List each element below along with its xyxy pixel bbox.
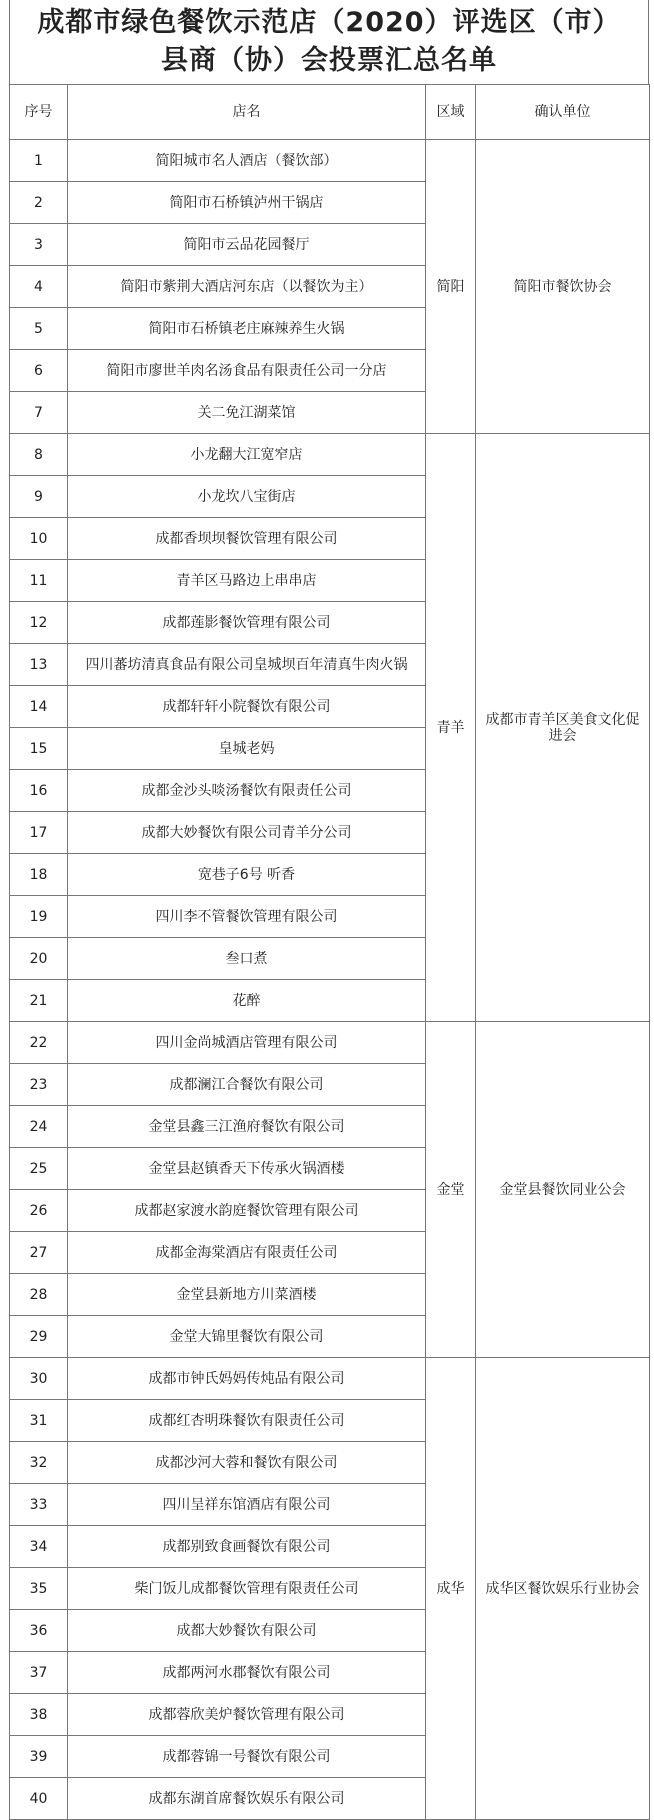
cell-shop-name: 宽巷子6号 听香 bbox=[68, 854, 426, 896]
title-line-1: 成都市绿色餐饮示范店（2020）评选区（市） bbox=[37, 7, 621, 38]
cell-region: 青羊 bbox=[426, 434, 476, 1022]
title-line-2: 县商（协）会投票汇总名单 bbox=[161, 45, 497, 76]
cell-no: 11 bbox=[10, 560, 68, 602]
document-title bbox=[9, 0, 649, 84]
cell-no: 17 bbox=[10, 812, 68, 854]
cell-no: 31 bbox=[10, 1400, 68, 1442]
cell-shop-name: 四川李不管餐饮管理有限公司 bbox=[68, 896, 426, 938]
cell-shop-name: 成都金海棠酒店有限责任公司 bbox=[68, 1232, 426, 1274]
cell-shop-name: 金堂大锦里餐饮有限公司 bbox=[68, 1316, 426, 1358]
header-row bbox=[10, 85, 650, 140]
cell-no: 22 bbox=[10, 1022, 68, 1064]
cell-shop-name: 简阳市云品花园餐厅 bbox=[68, 224, 426, 266]
cell-shop-name: 叁口煮 bbox=[68, 938, 426, 980]
cell-shop-name: 青羊区马路边上串串店 bbox=[68, 560, 426, 602]
cell-shop-name: 成都金沙头啖汤餐饮有限责任公司 bbox=[68, 770, 426, 812]
cell-shop-name: 皇城老妈 bbox=[68, 728, 426, 770]
cell-no: 40 bbox=[10, 1778, 68, 1820]
cell-no: 6 bbox=[10, 350, 68, 392]
cell-no: 4 bbox=[10, 266, 68, 308]
cell-shop-name: 成都大妙餐饮有限公司 bbox=[68, 1610, 426, 1652]
cell-no: 34 bbox=[10, 1526, 68, 1568]
cell-region: 成华 bbox=[426, 1358, 476, 1820]
cell-shop-name: 成都蓉欣美炉餐饮管理有限公司 bbox=[68, 1694, 426, 1736]
cell-shop-name: 成都莲影餐饮管理有限公司 bbox=[68, 602, 426, 644]
shop-list-table bbox=[9, 84, 650, 1820]
cell-no: 24 bbox=[10, 1106, 68, 1148]
cell-no: 16 bbox=[10, 770, 68, 812]
cell-no: 36 bbox=[10, 1610, 68, 1652]
cell-no: 2 bbox=[10, 182, 68, 224]
cell-no: 39 bbox=[10, 1736, 68, 1778]
cell-no: 1 bbox=[10, 140, 68, 182]
cell-shop-name: 简阳市石桥镇泸州干锅店 bbox=[68, 182, 426, 224]
cell-no: 33 bbox=[10, 1484, 68, 1526]
cell-no: 38 bbox=[10, 1694, 68, 1736]
cell-confirm-unit: 成华区餐饮娱乐行业协会 bbox=[476, 1358, 650, 1820]
cell-shop-name: 成都大妙餐饮有限公司青羊分公司 bbox=[68, 812, 426, 854]
cell-shop-name: 成都轩轩小院餐饮有限公司 bbox=[68, 686, 426, 728]
cell-shop-name: 柴门饭儿成都餐饮管理有限责任公司 bbox=[68, 1568, 426, 1610]
table-row bbox=[10, 434, 650, 476]
cell-shop-name: 简阳市紫荆大酒店河东店（以餐饮为主） bbox=[68, 266, 426, 308]
cell-no: 15 bbox=[10, 728, 68, 770]
cell-no: 7 bbox=[10, 392, 68, 434]
cell-shop-name: 成都东湖首席餐饮娱乐有限公司 bbox=[68, 1778, 426, 1820]
table-row bbox=[10, 1358, 650, 1400]
cell-no: 26 bbox=[10, 1190, 68, 1232]
cell-shop-name: 金堂县赵镇香天下传承火锅酒楼 bbox=[68, 1148, 426, 1190]
cell-shop-name: 四川金尚城酒店管理有限公司 bbox=[68, 1022, 426, 1064]
cell-shop-name: 成都两河水郡餐饮有限公司 bbox=[68, 1652, 426, 1694]
cell-shop-name: 成都赵家渡水韵庭餐饮管理有限公司 bbox=[68, 1190, 426, 1232]
cell-no: 19 bbox=[10, 896, 68, 938]
cell-no: 29 bbox=[10, 1316, 68, 1358]
header-region: 区域 bbox=[426, 85, 476, 140]
cell-shop-name: 小龙翻大江宽窄店 bbox=[68, 434, 426, 476]
document-page bbox=[9, 0, 649, 1817]
cell-region: 金堂 bbox=[426, 1022, 476, 1358]
cell-shop-name: 成都市钟氏妈妈传炖品有限公司 bbox=[68, 1358, 426, 1400]
cell-shop-name: 金堂县鑫三江渔府餐饮有限公司 bbox=[68, 1106, 426, 1148]
cell-no: 35 bbox=[10, 1568, 68, 1610]
cell-no: 37 bbox=[10, 1652, 68, 1694]
cell-no: 13 bbox=[10, 644, 68, 686]
cell-confirm-unit: 简阳市餐饮协会 bbox=[476, 140, 650, 434]
cell-no: 27 bbox=[10, 1232, 68, 1274]
cell-shop-name: 成都别致食画餐饮有限公司 bbox=[68, 1526, 426, 1568]
cell-shop-name: 简阳市廖世羊肉名汤食品有限责任公司一分店 bbox=[68, 350, 426, 392]
cell-shop-name: 成都香坝坝餐饮管理有限公司 bbox=[68, 518, 426, 560]
header-unit: 确认单位 bbox=[476, 85, 650, 140]
cell-shop-name: 简阳城市名人酒店（餐饮部） bbox=[68, 140, 426, 182]
cell-region: 简阳 bbox=[426, 140, 476, 434]
cell-confirm-unit: 成都市青羊区美食文化促进会 bbox=[476, 434, 650, 1022]
table-body bbox=[10, 140, 650, 1820]
cell-shop-name: 四川呈祥东馆酒店有限公司 bbox=[68, 1484, 426, 1526]
cell-no: 9 bbox=[10, 476, 68, 518]
cell-no: 10 bbox=[10, 518, 68, 560]
cell-shop-name: 成都沙河大蓉和餐饮有限公司 bbox=[68, 1442, 426, 1484]
cell-shop-name: 小龙坎八宝街店 bbox=[68, 476, 426, 518]
cell-shop-name: 简阳市石桥镇老庄麻辣养生火锅 bbox=[68, 308, 426, 350]
cell-shop-name: 成都蓉锦一号餐饮有限公司 bbox=[68, 1736, 426, 1778]
cell-no: 20 bbox=[10, 938, 68, 980]
cell-no: 21 bbox=[10, 980, 68, 1022]
cell-shop-name: 成都澜江合餐饮有限公司 bbox=[68, 1064, 426, 1106]
cell-no: 14 bbox=[10, 686, 68, 728]
cell-no: 18 bbox=[10, 854, 68, 896]
cell-shop-name: 成都红杏明珠餐饮有限责任公司 bbox=[68, 1400, 426, 1442]
cell-no: 8 bbox=[10, 434, 68, 476]
cell-no: 25 bbox=[10, 1148, 68, 1190]
cell-no: 32 bbox=[10, 1442, 68, 1484]
cell-no: 12 bbox=[10, 602, 68, 644]
cell-shop-name: 四川蕃坊清真食品有限公司皇城坝百年清真牛肉火锅 bbox=[68, 644, 426, 686]
header-name: 店名 bbox=[68, 85, 426, 140]
cell-shop-name: 花醉 bbox=[68, 980, 426, 1022]
cell-no: 23 bbox=[10, 1064, 68, 1106]
cell-no: 3 bbox=[10, 224, 68, 266]
cell-confirm-unit: 金堂县餐饮同业公会 bbox=[476, 1022, 650, 1358]
table-row bbox=[10, 1022, 650, 1064]
cell-no: 5 bbox=[10, 308, 68, 350]
table-row bbox=[10, 140, 650, 182]
header-no: 序号 bbox=[10, 85, 68, 140]
cell-no: 30 bbox=[10, 1358, 68, 1400]
cell-shop-name: 关二免江湖菜馆 bbox=[68, 392, 426, 434]
cell-shop-name: 金堂县新地方川菜酒楼 bbox=[68, 1274, 426, 1316]
cell-no: 28 bbox=[10, 1274, 68, 1316]
